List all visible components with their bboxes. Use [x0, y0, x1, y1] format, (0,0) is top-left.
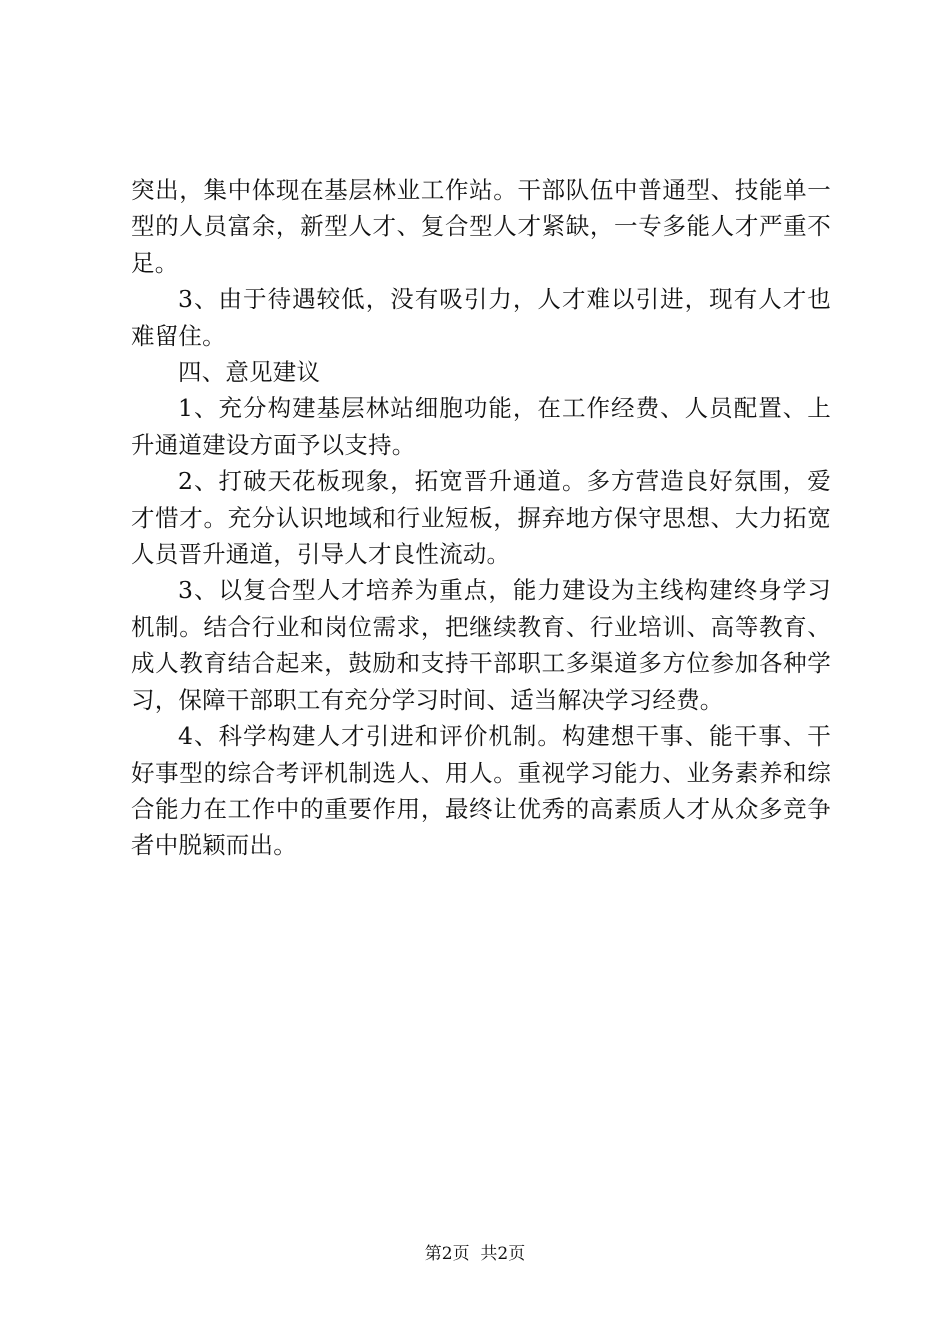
paragraph-suggestion-4: 4、科学构建人才引进和评价机制。构建想干事、能干事、干好事型的综合考评机制选人、用人。重视学习能力、业务素养和综合能力在工作中的重要作用，最终让优秀的高素质人才从众多竞争者中脱颖而出。 — [131, 722, 831, 860]
paragraph-suggestion-1: 1、充分构建基层林站细胞功能，在工作经费、人员配置、上升通道建设方面予以支持。 — [131, 394, 831, 459]
paragraph-suggestion-3: 3、以复合型人才培养为重点，能力建设为主线构建终身学习机制。结合行业和岗位需求，把继续教育、行业培训、高等教育、成人教育结合起来，鼓励和支持干部职工多渠道多方位参加各种学习，保障干部职工有充分学习时间、适当解决学习经费。 — [131, 576, 831, 714]
document-body — [131, 172, 831, 864]
paragraph-item-3-salary: 3、由于待遇较低，没有吸引力，人才难以引进，现有人才也难留住。 — [131, 285, 831, 350]
paragraph-suggestion-2: 2、打破天花板现象，拓宽晋升通道。多方营造良好氛围，爱才惜才。充分认识地域和行业短板，摒弃地方保守思想、大力拓宽人员晋升通道，引导人才良性流动。 — [131, 467, 831, 569]
paragraph-continuation: 突出，集中体现在基层林业工作站。干部队伍中普通型、技能单一型的人员富余，新型人才、复合型人才紧缺，一专多能人才严重不足。 — [131, 176, 831, 277]
page-number-footer: 第2页 共2页 — [424, 1244, 526, 1264]
section-heading-suggestions: 四、意见建议 — [178, 358, 321, 387]
